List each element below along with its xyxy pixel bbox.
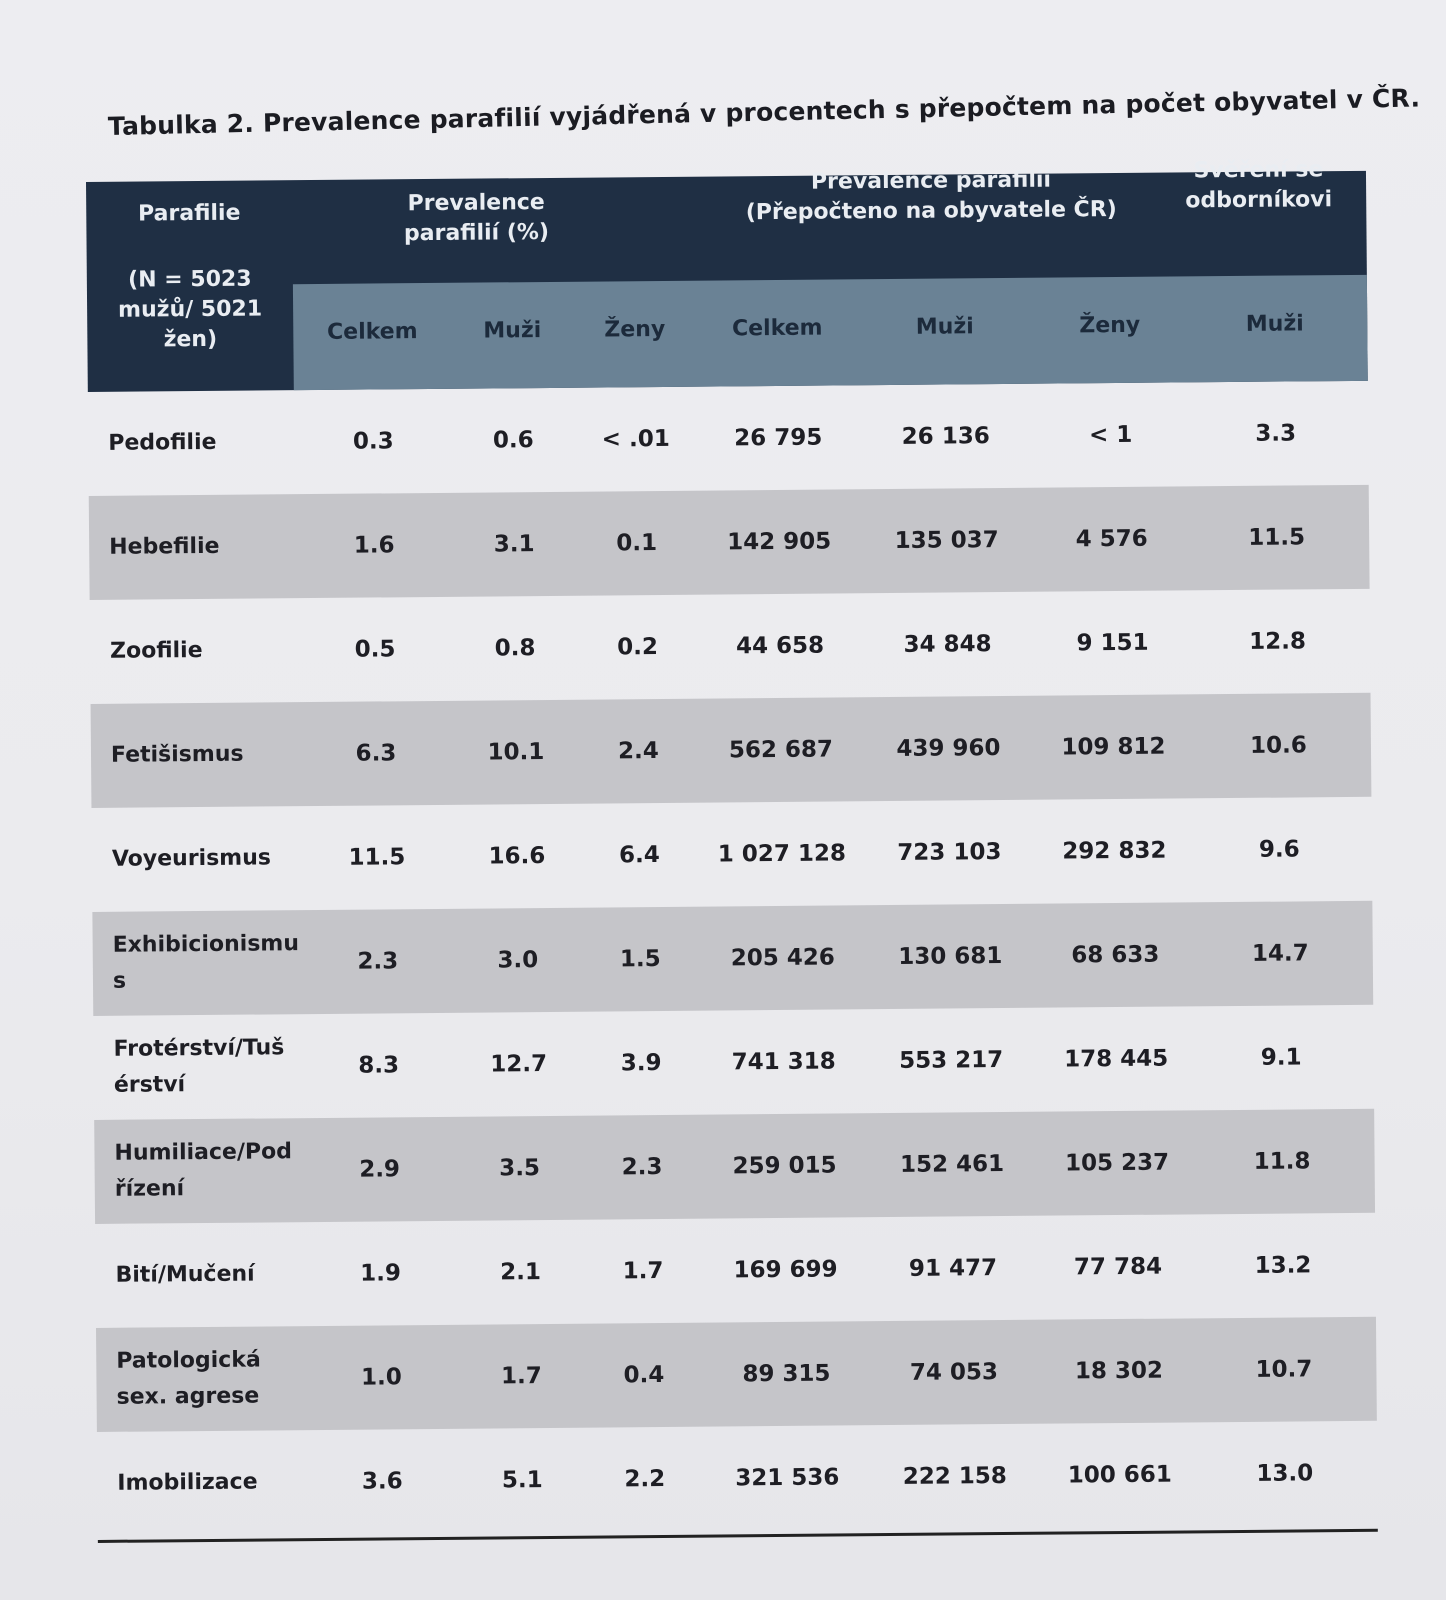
row-value: 723 103: [897, 839, 1002, 866]
table-row: [97, 1421, 1378, 1536]
row-value: 26 136: [901, 423, 990, 450]
row-value: 0.3: [352, 428, 394, 455]
row-value: 8.3: [358, 1052, 400, 1079]
table-header: [86, 157, 1368, 392]
row-value: 222 158: [902, 1463, 1007, 1490]
table-row: [90, 589, 1371, 704]
row-value: 3.0: [497, 947, 539, 974]
row-value: 1.9: [360, 1260, 402, 1287]
row-label: Frotérství/Tuš érství: [113, 1035, 285, 1098]
table-body: [88, 381, 1378, 1536]
row-value: 152 461: [899, 1151, 1005, 1178]
row-value: 3.6: [361, 1468, 403, 1495]
row-value: 100 661: [1067, 1461, 1172, 1489]
subheader-muzi-pop: Muži: [915, 314, 974, 340]
row-value: 1.0: [360, 1364, 402, 1391]
row-value: 10.1: [487, 739, 545, 766]
prevalence-table: [86, 157, 1378, 1543]
row-value: 109 812: [1061, 733, 1166, 761]
table-caption: Tabulka 2. Prevalence parafilií vyjádřená v procentech s přepočtem na počet obyvatel v ČR.: [107, 83, 1421, 141]
row-value: 178 445: [1064, 1045, 1169, 1073]
table-row: [91, 797, 1372, 912]
row-value: 89 315: [742, 1360, 831, 1388]
table-row: [92, 901, 1373, 1016]
row-value: 91 477: [908, 1255, 998, 1282]
row-value: 205 426: [730, 944, 835, 972]
row-label: Exhibicionismu s: [112, 931, 300, 994]
row-value: 77 784: [1073, 1253, 1163, 1281]
row-value: 0.2: [617, 634, 659, 661]
row-value: 2.3: [621, 1154, 663, 1181]
row-value: 10.7: [1255, 1356, 1313, 1383]
row-value: 11.8: [1253, 1148, 1311, 1175]
row-value: 562 687: [728, 736, 834, 764]
row-label: Imobilizace: [117, 1469, 258, 1496]
header-sample-size: (N = 5023 mužů/ 5021 žen): [118, 266, 263, 353]
table-row: [88, 381, 1369, 496]
row-value: 553 217: [899, 1047, 1004, 1074]
row-value: 2.4: [618, 738, 659, 765]
row-value: 169 699: [733, 1256, 838, 1284]
row-value: 0.4: [623, 1361, 665, 1389]
row-value: 13.0: [1256, 1460, 1314, 1487]
row-value: 44 658: [735, 632, 825, 660]
row-label: Hebefilie: [109, 533, 220, 560]
row-value: 9.6: [1258, 836, 1300, 863]
row-value: 0.5: [354, 636, 396, 663]
row-value: 130 681: [898, 943, 1003, 970]
table-row: [96, 1317, 1377, 1432]
row-value: 741 318: [731, 1048, 836, 1076]
row-value: 2.9: [359, 1156, 401, 1183]
row-value: 74 053: [909, 1359, 999, 1386]
row-value: 3.1: [493, 531, 535, 558]
row-value: 11.5: [348, 844, 406, 871]
subheader-celkem-pct: Celkem: [326, 319, 418, 345]
row-value: 1 027 128: [717, 840, 847, 868]
subheader-zeny-pop: Ženy: [1079, 312, 1141, 339]
row-value: 3.9: [620, 1050, 662, 1077]
row-value: 321 536: [735, 1464, 840, 1492]
table-row: [89, 485, 1370, 600]
row-label: Pedofilie: [108, 429, 217, 456]
header-group-percent: Prevalence parafilií (%): [403, 189, 550, 247]
row-label: Fetišismus: [110, 741, 244, 768]
row-value: 142 905: [727, 528, 832, 556]
row-value: 5.1: [501, 1467, 543, 1494]
row-value: 10.6: [1249, 732, 1307, 759]
row-value: 1.6: [353, 532, 395, 559]
row-value: 1.7: [622, 1258, 664, 1285]
row-value: < .01: [601, 425, 670, 453]
row-value: 0.6: [492, 427, 534, 454]
row-value: 18 302: [1074, 1357, 1164, 1385]
row-value: 14.7: [1251, 940, 1309, 967]
row-value: 135 037: [894, 527, 999, 554]
row-value: 34 848: [903, 631, 992, 658]
row-label: Voyeurismus: [111, 845, 272, 872]
row-value: 292 832: [1062, 837, 1167, 865]
row-value: < 1: [1088, 421, 1133, 449]
row-value: 9.1: [1260, 1044, 1302, 1071]
row-value: 13.2: [1254, 1252, 1312, 1279]
row-value: 6.3: [355, 740, 397, 767]
row-value: 12.7: [490, 1051, 548, 1078]
table-row: [95, 1213, 1376, 1328]
table-row: [93, 1005, 1374, 1120]
row-value: 2.1: [500, 1259, 542, 1286]
row-value: 439 960: [896, 735, 1001, 762]
row-value: 2.2: [624, 1465, 666, 1493]
row-value: 9 151: [1076, 629, 1149, 657]
row-value: 16.6: [488, 843, 546, 870]
subheader-celkem-pop: Celkem: [731, 315, 823, 342]
subheader-muzi-disclosure: Muži: [1245, 311, 1304, 337]
row-value: 259 015: [732, 1152, 837, 1180]
subheader-zeny-pct: Ženy: [604, 316, 666, 343]
table-row: [94, 1109, 1375, 1224]
row-value: 0.8: [494, 635, 536, 662]
row-label: Zoofilie: [109, 638, 203, 664]
row-value: 12.8: [1249, 628, 1307, 655]
row-label: Humiliace/Pod řízení: [114, 1139, 293, 1202]
row-value: 1.5: [619, 946, 661, 973]
header-group-disclosure: Svěření se odborníkovi: [1185, 157, 1333, 214]
row-value: 11.5: [1248, 524, 1306, 551]
row-value: 26 795: [734, 424, 823, 452]
header-group-population: Prevalence parafilií (Přepočteno na obyvatele ČR): [745, 167, 1117, 226]
row-value: 0.1: [616, 530, 658, 557]
row-value: 68 633: [1071, 941, 1160, 969]
row-label: Bití/Mučení: [115, 1261, 255, 1288]
row-value: 105 237: [1064, 1149, 1170, 1177]
row-value: 3.3: [1255, 420, 1297, 447]
table-row: [91, 693, 1372, 808]
row-value: 1.7: [500, 1363, 542, 1390]
row-value: 6.4: [618, 842, 660, 869]
header-parafilie: Parafilie: [137, 200, 241, 227]
row-label: Patologická sex. agrese: [116, 1347, 261, 1410]
row-value: 2.3: [357, 948, 399, 975]
row-value: 4 576: [1075, 525, 1148, 553]
row-value: 3.5: [499, 1155, 541, 1182]
subheader-muzi-pct: Muži: [483, 318, 542, 344]
